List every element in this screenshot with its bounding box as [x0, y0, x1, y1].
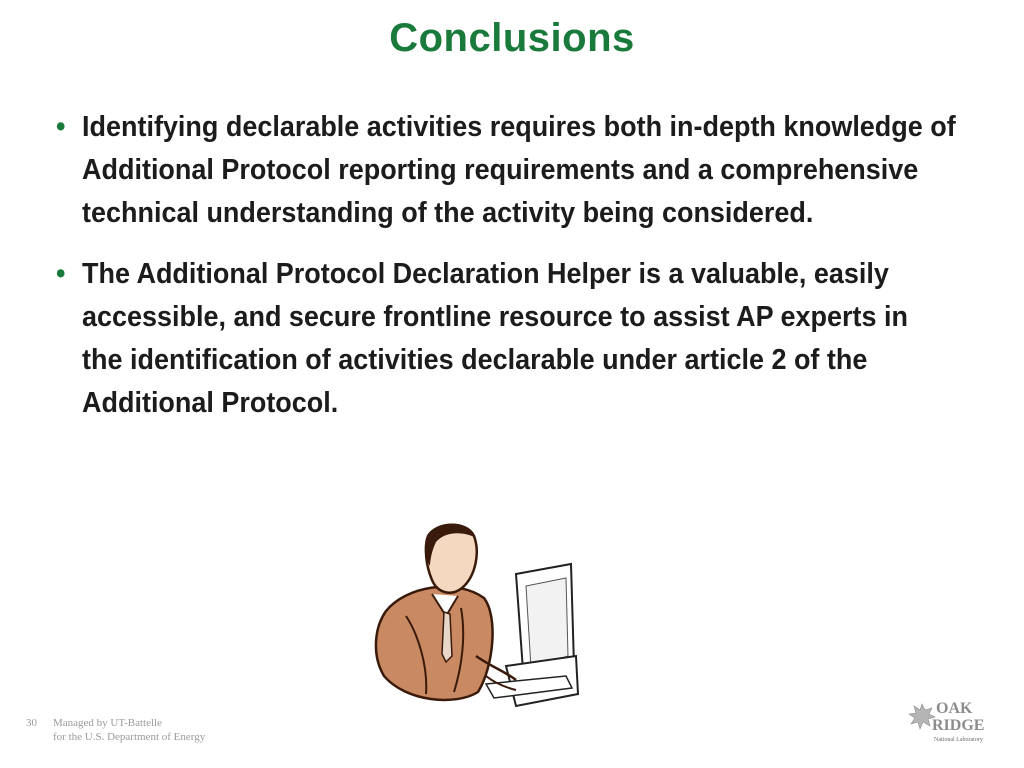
footer-line-2: for the U.S. Department of Energy	[53, 731, 206, 743]
bullet-dot: •	[56, 258, 66, 290]
slide-title: Conclusions	[389, 16, 635, 60]
logo-line-1: OAK	[936, 700, 973, 717]
footer-line-1: Managed by UT-Battelle	[53, 717, 162, 729]
logo-subtitle: National Laboratory	[934, 737, 983, 743]
page-number: 30	[26, 717, 37, 729]
bullet-list	[56, 106, 956, 443]
logo-line-2: RIDGE	[932, 717, 985, 734]
bullet-item	[56, 253, 919, 425]
footer-text	[53, 716, 205, 744]
bullet-item	[56, 106, 956, 235]
bullet-dot: •	[56, 111, 66, 143]
man-at-computer-illustration	[366, 516, 580, 712]
oak-ridge-logo	[908, 700, 1000, 750]
bullet-text: The Additional Protocol Declaration Helper is a valuable, easily accessible, and secure frontline resource to assist AP experts in the identification of activities declarable under article 2 of the Additional Protocol.	[82, 258, 908, 419]
bullet-text: Identifying declarable activities requires both in-depth knowledge of Additional Protocol reporting requirements and a comprehensive technical understanding of the activity being considered.	[82, 111, 956, 229]
